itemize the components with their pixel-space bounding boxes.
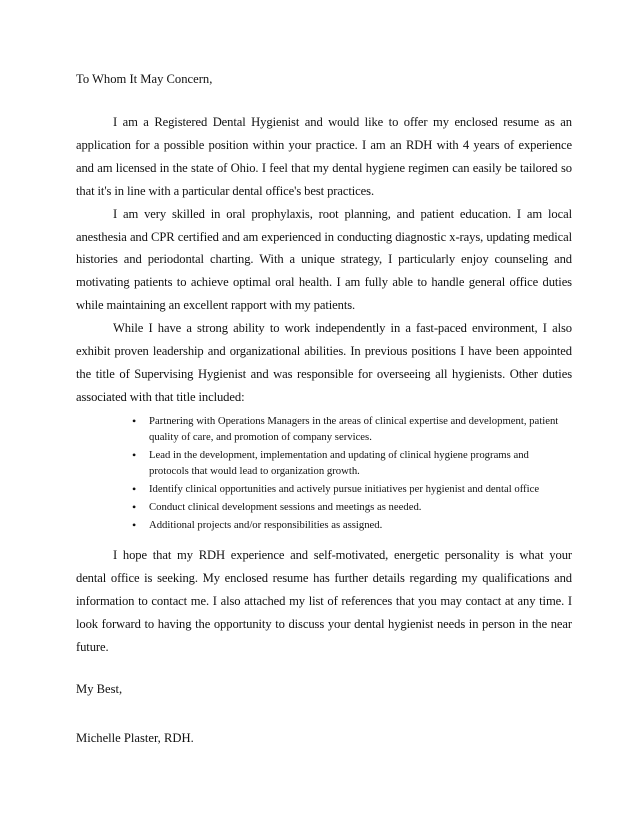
paragraph-introduction: I am a Registered Dental Hygienist and would like to offer my enclosed resume as an application for a possible position within your practice. I am an RDH with 4 years of experience and am licensed in the state of Ohio. I feel that my dental hygiene regimen can easily be tailored so that it's in line with a particular dental office's best practices. [76, 115, 572, 198]
paragraph-closing-statement: I hope that my RDH experience and self-motivated, energetic personality is what your dental office is seeking. My enclosed resume has further details regarding my qualifications and information to contact me. I also attached my list of references that you may contact at any time. I look forward to having the opportunity to discuss your dental hygienist needs in person in the near future. [76, 548, 572, 655]
duty-item: • Additional projects and/or responsibilities as assigned. [149, 517, 572, 533]
letter-page [76, 68, 572, 749]
duty-item: • Identify clinical opportunities and actively pursue initiatives per hygienist and dental office [149, 481, 572, 497]
duty-item: • Lead in the development, implementation and updating of clinical hygiene programs and protocols that would lead to organization growth. [149, 447, 572, 479]
duties-list [76, 413, 572, 534]
paragraph-leadership: While I have a strong ability to work independently in a fast-paced environment, I also exhibit proven leadership and organizational abilities. In previous positions I have been appointed the title of Supervising Hygienist and was responsible for overseeing all hygienists. Other duties associated with that title included: [76, 321, 572, 404]
paragraph-skills: I am very skilled in oral prophylaxis, root planning, and patient education. I am local anesthesia and CPR certified and am experienced in conducting diagnostic x-rays, updating medical histories and periodontal charting. With a unique strategy, I particularly enjoy counseling and motivating patients to achieve optimal oral health. I am fully able to handle general office duties while maintaining an excellent rapport with my patients. [76, 206, 572, 313]
duty-item: • Conduct clinical development sessions and meetings as needed. [149, 499, 572, 515]
salutation: To Whom It May Concern, [76, 72, 213, 86]
closing: My Best, [76, 681, 123, 696]
signature-name: Michelle Plaster, RDH. [76, 730, 194, 745]
duty-item: • Partnering with Operations Managers in the areas of clinical expertise and development, patient quality of care, and promotion of company services. [149, 413, 572, 445]
